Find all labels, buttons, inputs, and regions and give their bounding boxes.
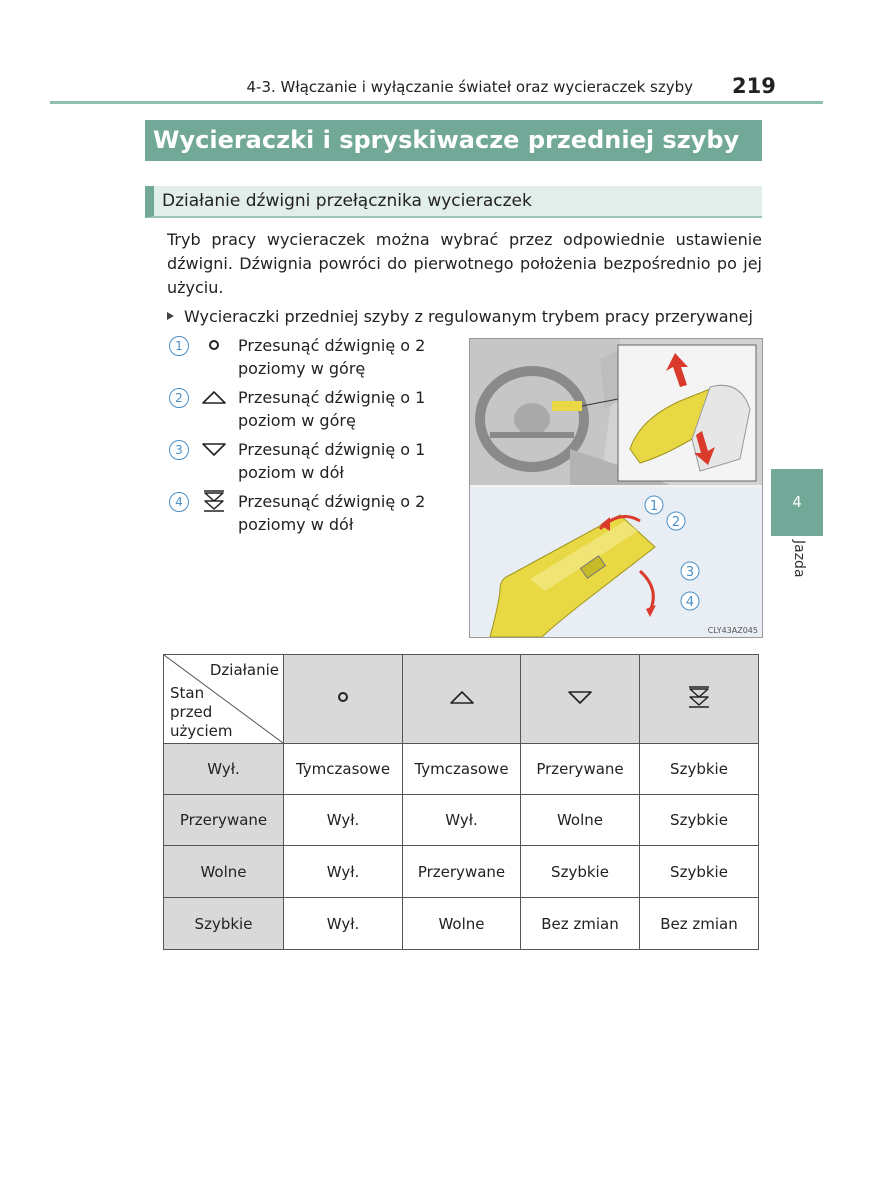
table-cell: Wył. — [284, 795, 403, 846]
figure-illustration — [470, 339, 762, 637]
triangle-up-icon — [449, 686, 475, 708]
subsection-title: Działanie dźwigni przełącznika wycieraczek — [145, 186, 762, 218]
table-row — [164, 846, 759, 898]
chapter-title: 4-3. Włączanie i wyłączanie świateł oraz wycieraczek szyby — [246, 78, 693, 96]
table-header-row — [164, 655, 759, 744]
callout-1: 1 — [649, 499, 659, 514]
step-text: Przesunąć dźwignię o 2 poziomy w dół — [238, 492, 426, 534]
wiper-mode-table — [163, 654, 759, 950]
row-state-cell: Szybkie — [164, 898, 284, 950]
circle-icon — [201, 334, 227, 356]
corner-left-label: użyciem — [170, 722, 233, 740]
step-item — [167, 490, 457, 542]
intro-paragraph: Tryb pracy wycieraczek można wybrać przez odpowiednie ustawienie dźwigni. Dźwignia powróci do pierwotnego położenia bezpośrednio po jej użyciu. — [167, 230, 762, 297]
step-number: 4 — [169, 492, 189, 512]
corner-left-label: przed — [170, 703, 213, 721]
table-cell: Wył. — [284, 898, 403, 950]
table-cell: Tymczasowe — [284, 744, 403, 795]
step-item — [167, 438, 457, 490]
table-corner-cell — [164, 655, 284, 744]
figure-code: CLY43AZ045 — [707, 626, 758, 635]
table-cell: Szybkie — [521, 846, 640, 898]
bullet-item — [167, 306, 753, 328]
double-triangle-down-icon — [686, 685, 712, 709]
table-row — [164, 795, 759, 846]
bullet-arrow-icon — [167, 312, 174, 320]
corner-left-label: Stan — [170, 684, 205, 702]
callout-2: 2 — [671, 515, 681, 530]
wiper-lever-figure — [469, 338, 763, 638]
page-number: 219 — [732, 74, 776, 98]
step-number: 2 — [169, 388, 189, 408]
row-state-cell: Przerywane — [164, 795, 284, 846]
triangle-up-icon — [201, 386, 227, 408]
table-row — [164, 898, 759, 950]
table-cell: Przerywane — [521, 744, 640, 795]
step-number: 1 — [169, 336, 189, 356]
steps-list — [167, 334, 457, 542]
bullet-text: Wycieraczki przedniej szyby z regulowanym trybem pracy przerywanej — [184, 307, 753, 326]
header-cell — [403, 655, 521, 744]
table-row — [164, 744, 759, 795]
table-cell: Tymczasowe — [403, 744, 521, 795]
table-cell: Wył. — [284, 846, 403, 898]
header-rule — [50, 101, 823, 104]
table-cell: Szybkie — [640, 744, 759, 795]
step-text: Przesunąć dźwignię o 1 poziom w górę — [238, 388, 426, 430]
step-text: Przesunąć dźwignię o 2 poziomy w górę — [238, 336, 426, 378]
header-cell — [284, 655, 403, 744]
row-state-cell: Wolne — [164, 846, 284, 898]
chapter-tab-label: Jazda — [791, 540, 807, 578]
callout-3: 3 — [685, 565, 695, 580]
step-text: Przesunąć dźwignię o 1 poziom w dół — [238, 440, 426, 482]
table-cell: Wolne — [521, 795, 640, 846]
double-triangle-down-icon — [201, 490, 227, 512]
row-state-cell: Wył. — [164, 744, 284, 795]
table-cell: Szybkie — [640, 795, 759, 846]
step-item — [167, 386, 457, 438]
table-cell: Przerywane — [403, 846, 521, 898]
corner-top-label: Działanie — [209, 661, 279, 679]
triangle-down-icon — [201, 438, 227, 460]
header-cell — [640, 655, 759, 744]
table-cell: Bez zmian — [640, 898, 759, 950]
chapter-tab[interactable]: 4 — [771, 469, 823, 536]
circle-icon — [330, 686, 356, 708]
header-cell — [521, 655, 640, 744]
table-cell: Wolne — [403, 898, 521, 950]
triangle-down-icon — [567, 686, 593, 708]
step-number: 3 — [169, 440, 189, 460]
table-cell: Wył. — [403, 795, 521, 846]
section-title: Wycieraczki i spryskiwacze przedniej szyby — [145, 120, 762, 161]
callout-4: 4 — [685, 595, 695, 610]
step-item — [167, 334, 457, 386]
table-cell: Bez zmian — [521, 898, 640, 950]
table-cell: Szybkie — [640, 846, 759, 898]
